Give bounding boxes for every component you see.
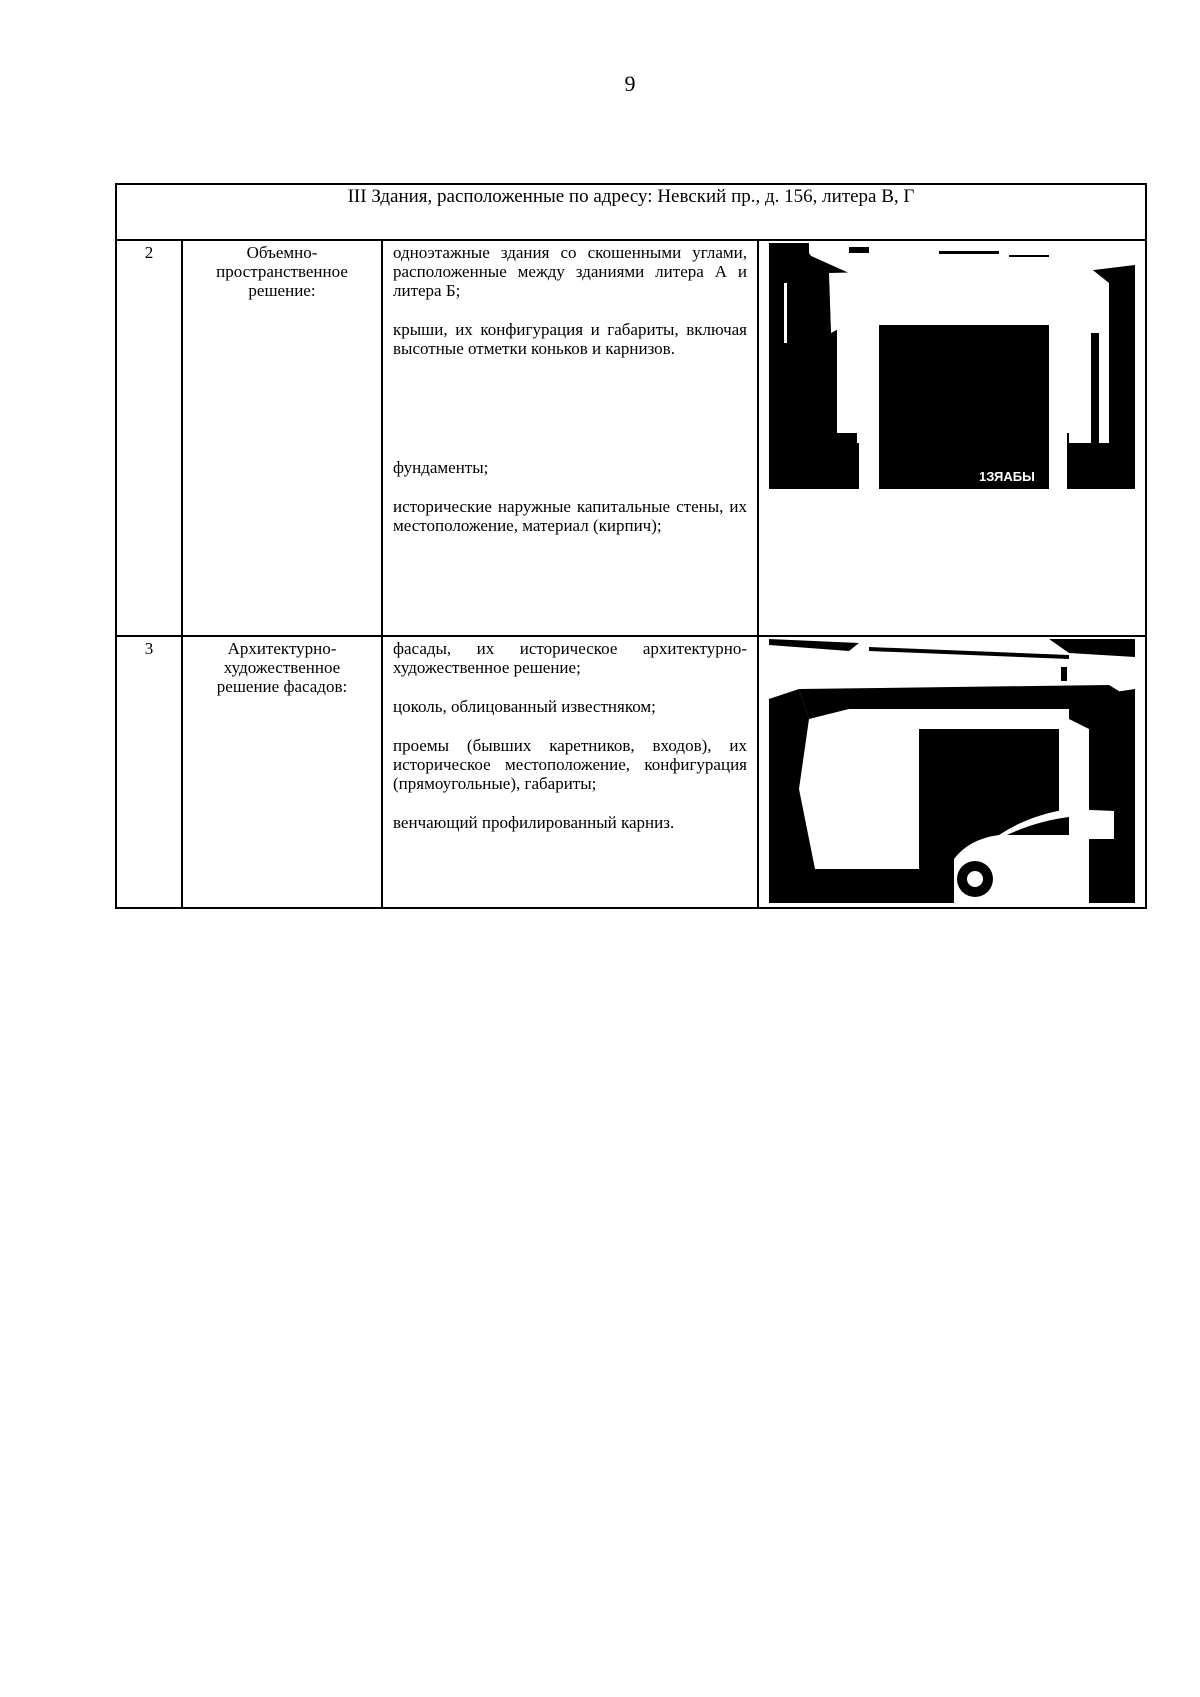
section-title: III Здания, расположенные по адресу: Невский пр., д. 156, литера В, Г	[116, 184, 1146, 240]
photo-cell	[758, 636, 1146, 908]
list-item: фасады, их историческое архитектурно-художественное решение;	[393, 639, 747, 677]
list-item: проемы (бывших каретников, входов), их историческое местоположение, конфигурация (прямоугольные), габариты;	[393, 736, 747, 793]
photo-caption: 1ЗЯАБЫ	[979, 469, 1035, 484]
section-header-row	[116, 184, 1146, 240]
row-number: 3	[116, 636, 182, 908]
row-items	[382, 636, 758, 908]
row-name: Архитектурно-художественное решение фасадов:	[182, 636, 382, 908]
list-item: цоколь, облицованный известняком;	[393, 697, 656, 716]
photo-cell	[758, 240, 1146, 636]
page-number: 9	[624, 71, 636, 96]
row-items	[382, 240, 758, 636]
monument-features-table	[115, 183, 1147, 909]
building-photo-icon	[769, 243, 1135, 489]
list-item: исторические наружные капитальные стены, их местоположение, материал (кирпич);	[393, 497, 747, 535]
facade-with-car-photo-icon	[769, 639, 1135, 903]
list-item: венчающий профилированный карниз.	[393, 813, 675, 832]
list-item: фундаменты;	[393, 458, 489, 477]
list-item: крыши, их конфигурация и габариты, включая высотные отметки коньков и карнизов.	[393, 320, 747, 358]
list-item: одноэтажные здания со скошенными углами, расположенные между зданиями литера А и литера Б;	[393, 243, 747, 300]
table-row	[116, 240, 1146, 636]
table-row	[116, 636, 1146, 908]
row-name: Объемно-пространственное решение:	[182, 240, 382, 636]
row-number: 2	[116, 240, 182, 636]
